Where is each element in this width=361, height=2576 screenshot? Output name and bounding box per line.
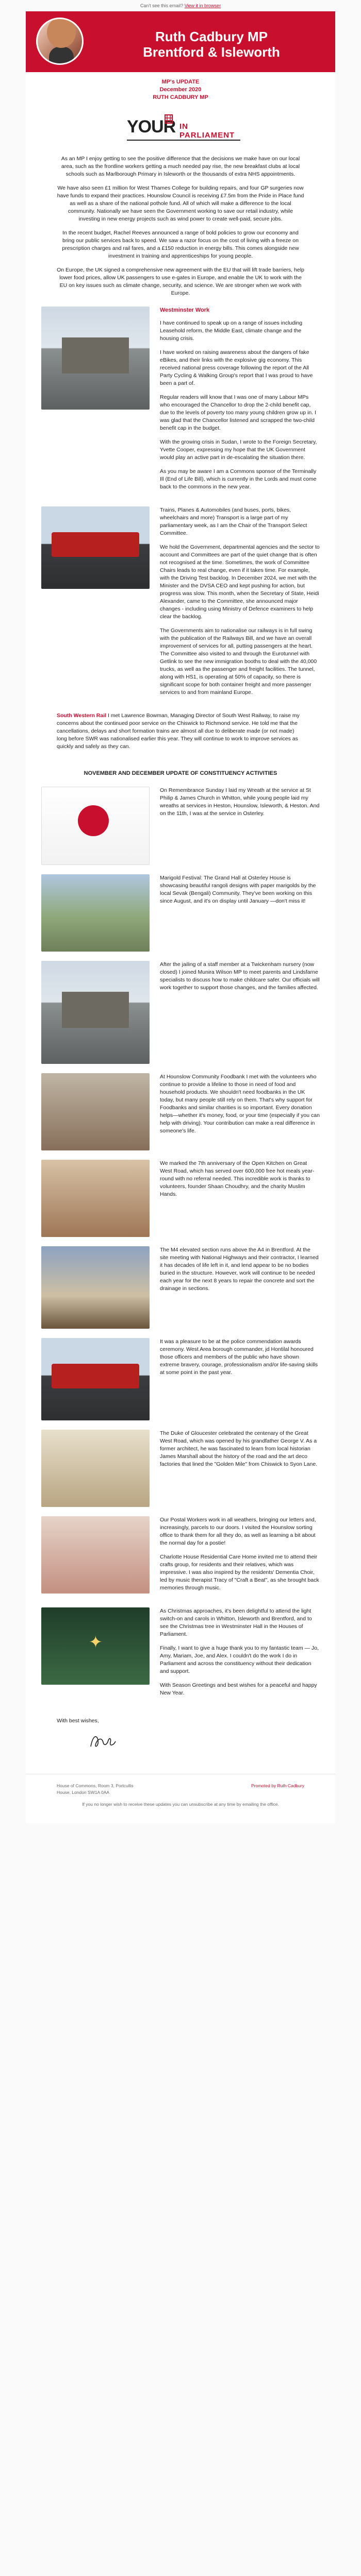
constituency-paragraph: With Season Greetings and best wishes for a peaceful and happy New Year.: [160, 1682, 317, 1696]
constituency-paragraph: It was a pleasure to be at the police commendation awards ceremony. West Area borough commander, jd Hontilal honoured those officers and members of the public who have shown extreme bravery, courage, professionalism and/or life-saving skills at some point in the past year.: [160, 1338, 318, 1376]
your-voice-logo: [119, 112, 242, 146]
issue-author: RUTH CADBURY MP: [153, 94, 208, 100]
westminster-text: [150, 307, 320, 497]
constituency-text: [150, 1160, 320, 1237]
footer-legal: If you no longer wish to receive these updates you can unsubscribe at any time by emailing the office.: [82, 1802, 279, 1807]
westminster-photo-column: [41, 307, 150, 497]
constituency-photo: [41, 1246, 150, 1329]
constituency-paragraph: Finally, I want to give a huge thank you to my fantastic team — Jo, Amy, Mariam, Joe, and Alex. I couldn't do the work I do in Parliament and across the constituency without their dedication and support.: [160, 1645, 319, 1674]
intro-paragraph: As an MP I enjoy getting to see the positive difference that the decisions we make have on our local area, such as the frontline workers getting a much needed pay rise, the new breakfast clubs at local schools such as Marlborough Primary in Isleworth or the thousands of extra NHS appointments.: [61, 156, 300, 177]
transport-paragraph: We hold the Government, departmental agencies and the sector to account and Committees are part of the quiet change that is often not recognised at the time. Sometimes, the work of Committee Chairs leads to real change, even if it takes time. For example, with the Driving Test backlog. In December 2024, we met with the Minister and the DVSA CEO and kept pushing for action, but progress was slow. This month, when the Secretary of State, Heidi Alexander, came to the Committee, she announced major changes - including using Ministry of Defence examiners to help clear the backlog.: [160, 544, 320, 620]
footer-promoted: Promoted by Ruth Cadbury: [251, 1783, 304, 1788]
constituency-photo-column: [41, 1430, 150, 1507]
swr-text: I met Lawrence Bowman, Managing Director of South West Railway, to raise my concerns about the continued poor service on the Chiswick to Richmond service. He told me that the cancellations, delays and short formation trains are almost all due to deliberate made (or not made) long before SWR was nationalised earlier this year. They will continue to work to improve services as quickly and safely as they can.: [57, 713, 300, 750]
constituency-photo-column: [41, 1516, 150, 1598]
constituency-photo: [41, 1073, 150, 1150]
westminster-photo: [41, 307, 150, 410]
header-banner: [26, 11, 335, 72]
transport-section: [26, 506, 335, 703]
transport-photo-column: [41, 506, 150, 703]
view-in-browser-link[interactable]: View it in browser: [184, 3, 221, 8]
signoff: [26, 1703, 335, 1753]
constituency-text: [150, 1246, 320, 1329]
constituency-paragraph: Charlotte House Residential Care Home invited me to attend their crafts group, for residents and their relatives, which was impressive. I was also inspired by the residents' Dementia Choir, led by music therapist Tracy of "Craft a Beat", as she brought back memories through music.: [160, 1554, 319, 1591]
constituency-title: NOVEMBER AND DECEMBER UPDATE OF CONSTITUENCY ACTIVITIES: [84, 770, 277, 776]
constituency-paragraph: On Remembrance Sunday I laid my Wreath at the service at St Philip & James Church in Whitton, while young people laid my wreaths at services in Heston, Hounslow, Isleworth, & Heston. And on the 11th, I was at the service in Osterley.: [160, 787, 320, 817]
constituency-photo: [41, 874, 150, 952]
intro-paragraph: We have also seen £1 million for West Thames College for building repairs, and four GP surgeries now have funds to expand their practices. Hounslow Council is receiving £7.5m from the Pride in Place fund as well as a share of the national pothole fund. All of which will make a difference to the local community. Nationally we have seen the Government working to save our retail industry, while investing in new energy projects such as wind power to create well-paid, secure jobs.: [57, 185, 304, 222]
constituency-text: [150, 1607, 320, 1703]
constituency-paragraph: Marigold Festival: The Grand Hall at Osterley House is showcasing beautiful rangoli designs with paper marigolds by the local Sevak (Bengali) Community. They've been working on this since August, and it's on display until January —don't miss it!: [160, 875, 316, 904]
constituency-list: [26, 787, 335, 1703]
constituency-paragraph: After the jailing of a staff member at a Twickenham nursery (now closed) I joined Munira Wilson MP to meet parents and Lindsfarne specialists to discuss how to make childcare safer. Our officials will work together to support those changes, and the families affected.: [160, 961, 320, 991]
constituency-paragraph: We marked the 7th anniversary of the Open Kitchen on Great West Road, which has served over 600,000 free hot meals year-round with no referral needed. This incredible work is thanks to volunteers, founder Shaan Choudhry, and the charity Muslim Hands.: [160, 1160, 315, 1197]
transport-text: [150, 506, 320, 703]
constituency-photo: [41, 1607, 150, 1685]
constituency-name: Brentford & Isleworth: [143, 44, 280, 60]
mp-name: Ruth Cadbury MP: [155, 29, 268, 44]
footer: [26, 1774, 335, 1823]
remembrance-item: [26, 787, 335, 865]
constituency-photo-column: [41, 961, 150, 1064]
westminster-paragraph: I have continued to speak up on a range of issues including Leasehold reform, the Middle East, climate change and the housing crisis.: [160, 320, 303, 342]
constituency-photo-column: [41, 1073, 150, 1150]
swr-paragraph: [26, 703, 335, 751]
constituency-text: [150, 1338, 320, 1420]
christmas-item: [26, 1607, 335, 1703]
constituency-paragraph: At Hounslow Community Foodbank I met with the volunteers who continue to provide a lifeline to those in need of food and household products. We shouldn't need foodbanks in the UK today, but many people still rely on them. That's why support for Foodbanks and similar charities is so important. Every donation helps—whether it's money, food, or your time (especially if you can help with driving). Your contribution can make a real difference in someone's life.: [160, 1074, 320, 1134]
constituency-photo: [41, 787, 150, 865]
issue-date: December 2020: [159, 87, 202, 93]
foodbank-item: [26, 1073, 335, 1150]
constituency-text: [150, 1073, 320, 1150]
westminster-paragraph: Regular readers will know that I was one of many Labour MPs who encouraged the Chancellor to drop the 2-child benefit cap, due to the levels of poverty too many young children grow up in. I was glad that the Chancellor listened and scrapped the two-child benefit cap in the budget.: [160, 394, 316, 431]
great-west-road-item: [26, 1430, 335, 1507]
signature-icon: [88, 1731, 119, 1752]
postal-item: [26, 1516, 335, 1598]
constituency-paragraph: The M4 elevated section runs above the A4 in Brentford. At the site meeting with National Highways and their contractor, I learned it has decades of life left in it, and lend appear to be no bodies buried in the structure. However, work will continue to be needed each year for the next 8 years to repair the concrete and sort the drainage in sections.: [160, 1247, 319, 1292]
constituency-photo-column: [41, 874, 150, 952]
constituency-text: [150, 787, 320, 865]
constituency-photo-column: [41, 1246, 150, 1329]
constituency-photo-column: [41, 1607, 150, 1703]
intro-section: [26, 146, 335, 297]
logo-rule: [127, 140, 240, 141]
constituency-photo: [41, 1430, 150, 1507]
intro-paragraph: In the recent budget, Rachel Reeves announced a range of bold policies to grow our economy and bring our public services back to speed. We saw a razor focus on the cost of living with a freeze on prescription charges and rail fares, and a £150 reduction in energy bills. This comes alongside new investment in training and apprenticeships for young people.: [62, 230, 299, 259]
constituency-photo-column: [41, 1160, 150, 1237]
poppies-item: [26, 1338, 335, 1420]
westminster-section: [26, 307, 335, 497]
constituency-photo: [41, 1338, 150, 1420]
westminster-heading: Westminster Work: [160, 307, 210, 313]
transport-paragraph: Trains, Planes & Automobiles (and buses, ports, bikes, wheelchairs and more) Transport is a large part of my parliamentary week, as I am the Chair of the Transport Select Committee.: [160, 507, 307, 536]
constituency-paragraph: As Christmas approaches, it's been delightful to attend the light switch-on and carols in Whitton, Isleworth and Brentford, and to see the Christmas tree in Westminster Hall in the Houses of Parliament.: [160, 1608, 312, 1637]
logo-word: YOUR: [127, 117, 176, 137]
constituency-text: [150, 961, 320, 1064]
preheader-text: Can't see this email?: [140, 3, 184, 8]
email-container: [26, 0, 335, 1823]
intro-paragraph: On Europe, the UK signed a comprehensive new agreement with the EU that will lift trade barriers, help lower food prices, allow UK passengers to use e-gates in Europe, and enable the UK to work with the EU on key issues such as climate change, security, and science. We are stronger when we work with Europe.: [57, 267, 304, 296]
constituency-paragraph: Our Postal Workers work in all weathers, bringing our letters and, increasingly, parcels to our doors. I visited the Hounslow sorting office to thank them for all they do, as well as learning a bit about the normal day for a postie!: [160, 1517, 316, 1546]
portcullis-icon: [164, 113, 173, 124]
westminster-paragraph: I have worked on raising awareness about the dangers of fake eBikes, and their links with the explosive gig economy. This received national press coverage following the report of the All Party Cycling & Walking Group's report that I was proud to have been a part of.: [160, 349, 313, 386]
constituency-photo-column: [41, 1338, 150, 1420]
header-title: [98, 29, 325, 60]
constituency-paragraph: The Duke of Gloucester celebrated the centenary of the Great West Road, which was opened by his grandfather George V. As a former architect, he was fascinated to learn from local historian James Marshall about the history of the road and the art deco factories that lined the "Golden Mile" from Chiswick to Syon Lane.: [160, 1430, 318, 1467]
signoff-text: With best wishes,: [57, 1718, 99, 1724]
westminster-paragraph: With the growing crisis in Sudan, I wrote to the Foreign Secretary, Yvette Cooper, expressing my hope that the UK Government would play an active part in de-escalating the situation there.: [160, 439, 317, 461]
constituency-photo: [41, 961, 150, 1064]
westminster-paragraph: As you may be aware I am a Commons sponsor of the Terminally Ill (End of Life Bill), which is currently in the Lords and must come back to the commons in the new year.: [160, 468, 317, 490]
issue-label: MP's UPDATE: [161, 79, 200, 85]
thames-item: [26, 1246, 335, 1329]
constituency-photo: [41, 1516, 150, 1594]
footer-address: House of Commons, Room 3, Portcullis House, London SW1A 0AA: [57, 1783, 134, 1795]
open-kitchen-item: [26, 1160, 335, 1237]
swr-lead: South Western Rail: [57, 713, 107, 719]
constituency-text: [150, 1430, 320, 1507]
logo-tagline: IN PARLIAMENT: [179, 122, 235, 140]
vigil-item: [26, 961, 335, 1064]
transport-photo: [41, 506, 150, 589]
constituency-photo-column: [41, 787, 150, 865]
constituency-text: [150, 874, 320, 952]
marigold-item: [26, 874, 335, 952]
constituency-text: [150, 1516, 320, 1598]
transport-paragraph: The Governments aim to nationalise our railways is in full swing with the publication of the Railways Bill, and we have an overall improvement of services for all, putting passengers at the heart. The Committee also visited to and through the Eurotunnel with Getlink to see the new immigration booths to deal with the 40,000 trucks, as well as the passenger and freight facilities. The tunnel, along with HS1, is operating at 50% of capacity, so there is significant scope for both container freight and more passenger services to and from mainland Europe.: [160, 628, 317, 696]
constituency-photo: [41, 1160, 150, 1237]
preheader: [26, 0, 335, 11]
footer-columns: [57, 1783, 304, 1796]
issue-subtitle: [26, 72, 335, 101]
mp-portrait: [36, 18, 84, 65]
